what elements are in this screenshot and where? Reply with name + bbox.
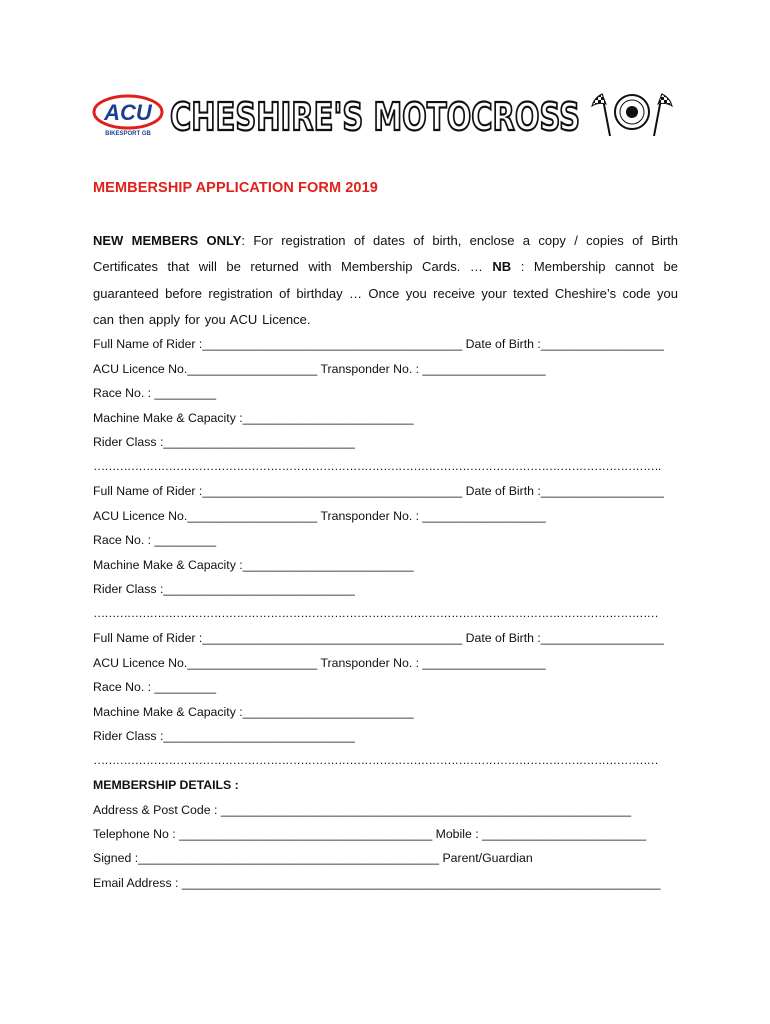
header bbox=[92, 86, 672, 146]
signed-field[interactable]: Signed :____________________________________________ Parent/Guardian bbox=[93, 851, 533, 865]
rider-3-separator: …………………………………………………………………………………………………………………………………… bbox=[93, 753, 658, 767]
intro-text-1: : For registration of dates of birth, enclose a copy / copies of Birth Certificates that will be returned with Membership Cards. … bbox=[93, 233, 678, 275]
brand-name: CHESHIRE'S MOTOCROSS bbox=[170, 95, 580, 139]
rider-2-machine-field[interactable]: Machine Make & Capacity :_________________________ bbox=[93, 558, 414, 572]
rider-2-licence-field[interactable]: ACU Licence No.___________________ Transponder No. : __________________ bbox=[93, 509, 546, 523]
brand-wordmark bbox=[170, 88, 590, 138]
rider-1-full-name-field[interactable]: Full Name of Rider :______________________________________ Date of Birth :__________________ bbox=[93, 337, 664, 351]
intro-text-2: : Membership cannot be guaranteed before registration of birthday … Once you receive your texted Cheshire’s code you can then apply for you ACU Licence. bbox=[93, 259, 678, 327]
telephone-field[interactable]: Telephone No : _____________________________________ Mobile : ________________________ bbox=[93, 827, 647, 841]
new-members-only-label: NEW MEMBERS ONLY bbox=[93, 233, 242, 248]
rider-1-licence-field[interactable]: ACU Licence No.___________________ Transponder No. : __________________ bbox=[93, 362, 546, 376]
form-title: MEMBERSHIP APPLICATION FORM 2019 bbox=[93, 180, 378, 196]
rider-2-full-name-field[interactable]: Full Name of Rider :______________________________________ Date of Birth :__________________ bbox=[93, 484, 664, 498]
rider-2-race-no-field[interactable]: Race No. : _________ bbox=[93, 533, 217, 547]
rider-1-race-no-field[interactable]: Race No. : _________ bbox=[93, 386, 217, 400]
acu-logo bbox=[92, 92, 164, 138]
rider-3-full-name-field[interactable]: Full Name of Rider :______________________________________ Date of Birth :__________________ bbox=[93, 631, 664, 645]
rider-3-licence-field[interactable]: ACU Licence No.___________________ Transponder No. : __________________ bbox=[93, 656, 546, 670]
checkered-flags-icon bbox=[592, 88, 672, 140]
rider-2-class-field[interactable]: Rider Class :____________________________ bbox=[93, 582, 355, 596]
acu-logo-subtext: BIKESPORT GB bbox=[105, 131, 151, 137]
rider-1-class-field[interactable]: Rider Class :____________________________ bbox=[93, 435, 355, 449]
acu-logo-text: ACU bbox=[104, 100, 152, 125]
nb-label: NB bbox=[492, 259, 512, 275]
intro-paragraph bbox=[93, 228, 678, 333]
rider-3-machine-field[interactable]: Machine Make & Capacity :_________________________ bbox=[93, 705, 414, 719]
email-field[interactable]: Email Address : ______________________________________________________________________ bbox=[93, 876, 661, 890]
rider-3-class-field[interactable]: Rider Class :____________________________ bbox=[93, 729, 355, 743]
rider-2-separator: …………………………………………………………………………………………………………………………………… bbox=[93, 606, 658, 620]
rider-3-race-no-field[interactable]: Race No. : _________ bbox=[93, 680, 217, 694]
rider-1-machine-field[interactable]: Machine Make & Capacity :_________________________ bbox=[93, 411, 414, 425]
rider-1-separator: ……………………………………………………………………………………………………………………………………. bbox=[93, 459, 661, 473]
membership-details-heading: MEMBERSHIP DETAILS : bbox=[93, 778, 239, 792]
address-field[interactable]: Address & Post Code : ____________________________________________________________ bbox=[93, 803, 632, 817]
